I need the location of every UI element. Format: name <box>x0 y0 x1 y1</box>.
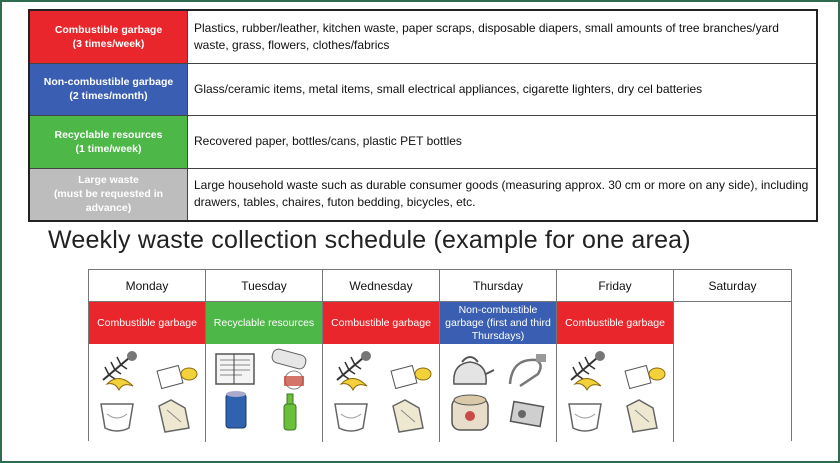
cable-icon <box>510 354 546 386</box>
category-row-large-waste <box>30 169 816 221</box>
collection-monday: Combustible garbage <box>89 302 206 344</box>
day-header-friday: Friday <box>557 270 674 302</box>
diaper-icon <box>335 404 367 431</box>
pet-bottle-icon <box>271 348 307 389</box>
collection-wednesday: Combustible garbage <box>323 302 440 344</box>
category-description: Large household waste such as durable consumer goods (measuring approx. 30 cm or more on any side), including drawers, tables, chaires, futon bedding, bicycles, etc. <box>188 169 816 221</box>
category-label <box>30 64 188 116</box>
diaper-icon <box>101 404 133 431</box>
icons-tuesday <box>206 344 323 442</box>
banana-peel-icon <box>107 378 133 390</box>
category-row-combustible <box>30 11 816 64</box>
appliance-icon <box>510 402 543 427</box>
icons-saturday <box>674 344 791 442</box>
icons-friday <box>557 344 674 442</box>
category-name: Recyclable resources <box>54 128 163 141</box>
category-label <box>30 11 188 63</box>
fish-bone-icon <box>337 351 371 380</box>
day-header-wednesday: Wednesday <box>323 270 440 302</box>
cloth-icon <box>627 400 657 432</box>
fish-bone-icon <box>103 351 137 380</box>
rice-cooker-icon <box>452 395 488 430</box>
diaper-icon <box>569 404 601 431</box>
cloth-icon <box>393 400 423 432</box>
collection-saturday <box>674 302 791 344</box>
kettle-icon <box>454 357 494 384</box>
day-header-thursday: Thursday <box>440 270 557 302</box>
category-description: Glass/ceramic items, metal items, small electrical appliances, cigarette lighters, dry cel batteries <box>188 64 816 116</box>
category-row-recyclable <box>30 116 816 169</box>
category-frequency: (must be requested in advance) <box>53 188 164 215</box>
paper-icon <box>157 365 197 388</box>
paper-icon <box>391 365 431 388</box>
category-description: Plastics, rubber/leather, kitchen waste, paper scraps, disposable diapers, small amounts of tree branches/yard waste, grass, flowers, clothes/fabrics <box>188 11 816 63</box>
cloth-icon <box>159 400 189 432</box>
paper-icon <box>625 365 665 388</box>
day-header-saturday: Saturday <box>674 270 791 302</box>
banana-peel-icon <box>575 378 601 390</box>
category-name: Non-combustible garbage <box>43 76 174 89</box>
day-header-tuesday: Tuesday <box>206 270 323 302</box>
category-frequency: (3 times/week) <box>72 37 145 50</box>
weekly-schedule-grid <box>88 269 792 441</box>
category-frequency: (1 time/week) <box>75 142 142 155</box>
category-label <box>30 169 188 221</box>
collection-friday: Combustible garbage <box>557 302 674 344</box>
waste-category-table <box>28 9 818 222</box>
icons-monday <box>89 344 206 442</box>
collection-tuesday: Recyclable resources <box>206 302 323 344</box>
icons-thursday <box>440 344 557 442</box>
schedule-title: Weekly waste collection schedule (example for one area) <box>48 226 691 254</box>
category-description: Recovered paper, bottles/cans, plastic PET bottles <box>188 116 816 168</box>
newspaper-icon <box>216 354 254 384</box>
can-icon <box>226 391 246 428</box>
category-frequency: (2 times/month) <box>69 90 148 103</box>
icons-wednesday <box>323 344 440 442</box>
category-name: Large waste <box>78 174 139 187</box>
category-label <box>30 116 188 168</box>
day-header-monday: Monday <box>89 270 206 302</box>
fish-bone-icon <box>571 351 605 380</box>
banana-peel-icon <box>341 378 367 390</box>
collection-thursday: Non-combustible garbage (first and third Thursdays) <box>440 302 557 344</box>
category-name: Combustible garbage <box>54 23 163 36</box>
bottle-icon <box>284 394 296 430</box>
category-row-non-combustible <box>30 64 816 117</box>
